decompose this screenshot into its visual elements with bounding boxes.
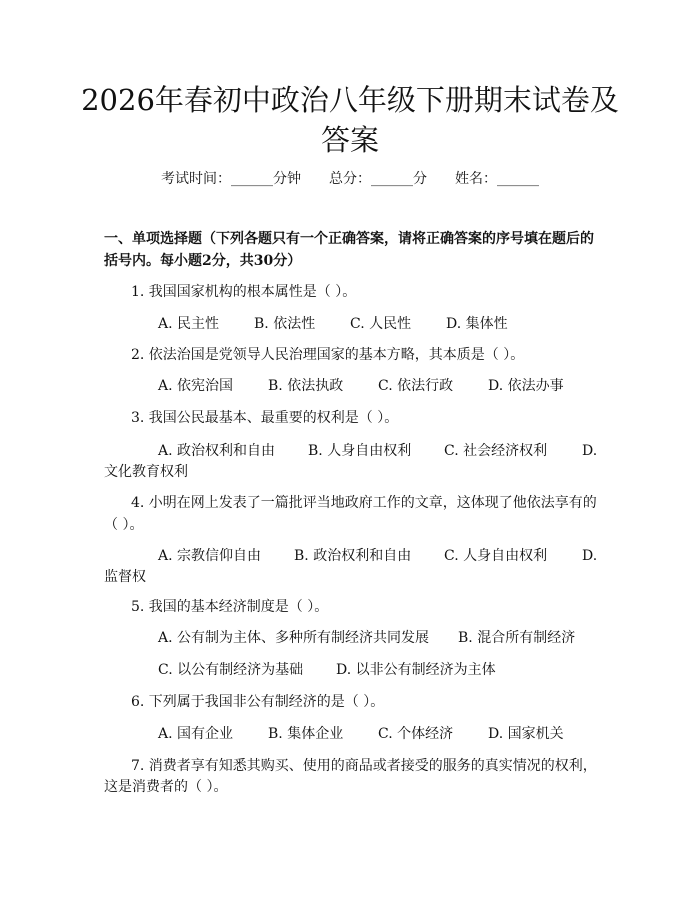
question-3-options	[158, 441, 597, 461]
exam-title: 2026年春初中政治八年级下册期末试卷及答案	[81, 83, 619, 157]
question-2-option-d: D. 依法办事	[488, 378, 564, 394]
question-6-stem: 6. 下列属于我国非公有制经济的是（ ）。	[131, 694, 385, 710]
question-3-option-d: D.	[582, 443, 598, 459]
question-5-stem: 5. 我国的基本经济制度是（ ）。	[131, 599, 329, 615]
question-4-stem: 4. 小明在网上发表了一篇批评当地政府工作的文章，这体现了他依法享有的	[131, 495, 597, 511]
question-1-option-b: B. 依法性	[254, 316, 316, 332]
question-1-option-a: A. 民主性	[158, 316, 220, 332]
question-7-stem: 7. 消费者享有知悉其购买、使用的商品或者接受的服务的真实情况的权利，	[131, 758, 597, 774]
question-4-option-b: B. 政治权利和自由	[294, 548, 412, 564]
question-1-options	[158, 314, 508, 334]
question-1-stem: 1. 我国国家机构的根本属性是（ ）。	[131, 284, 357, 300]
question-5-options-row-2	[158, 660, 496, 680]
question-4-options	[158, 546, 597, 566]
question-6-option-c: C. 个体经济	[378, 726, 454, 742]
question-3-option-d-text: 文化教育权利	[104, 464, 188, 480]
question-5-option-c: C. 以公有制经济为基础	[158, 662, 304, 678]
question-4-option-d-text: 监督权	[104, 569, 146, 585]
question-5-options-row-1	[158, 628, 575, 648]
total-score-field: 总分：______分	[329, 171, 427, 187]
section-heading-single-choice: 一、单项选择题（下列各题只有一个正确答案，请将正确答案的序号填在题后的括号内。每小题2分，共30分）	[104, 231, 594, 269]
question-7-stem-tail: 这是消费者的（ ）。	[104, 779, 228, 795]
question-3-stem: 3. 我国公民最基本、最重要的权利是（ ）。	[131, 410, 399, 426]
question-4-option-a: A. 宗教信仰自由	[158, 548, 262, 564]
question-1-option-d: D. 集体性	[446, 316, 508, 332]
question-3-option-c: C. 社会经济权利	[444, 443, 548, 459]
question-3-option-b: B. 人身自由权利	[308, 443, 412, 459]
question-5-option-a: A. 公有制为主体、多种所有制经济共同发展	[158, 630, 430, 646]
question-2-option-a: A. 依宪治国	[158, 378, 234, 394]
question-2-options	[158, 376, 564, 396]
student-name-field: 姓名：______	[455, 171, 539, 187]
question-5-option-d: D. 以非公有制经济为主体	[336, 662, 496, 678]
question-5-option-b: B. 混合所有制经济	[458, 630, 576, 646]
question-4-option-d: D.	[582, 548, 598, 564]
question-1-option-c: C. 人民性	[350, 316, 412, 332]
question-2-option-b: B. 依法执政	[268, 378, 344, 394]
question-6-option-d: D. 国家机关	[488, 726, 564, 742]
question-6-option-a: A. 国有企业	[158, 726, 234, 742]
question-6-option-b: B. 集体企业	[268, 726, 344, 742]
question-3-option-a: A. 政治权利和自由	[158, 443, 276, 459]
question-4-option-c: C. 人身自由权利	[444, 548, 548, 564]
question-6-options	[158, 724, 564, 744]
exam-info-line	[0, 168, 700, 188]
question-2-stem: 2. 依法治国是党领导人民治理国家的基本方略，其本质是（ ）。	[131, 347, 525, 363]
exam-time-field: 考试时间：______分钟	[161, 171, 301, 187]
question-4-stem-tail: （ ）。	[104, 517, 144, 533]
question-2-option-c: C. 依法行政	[378, 378, 454, 394]
